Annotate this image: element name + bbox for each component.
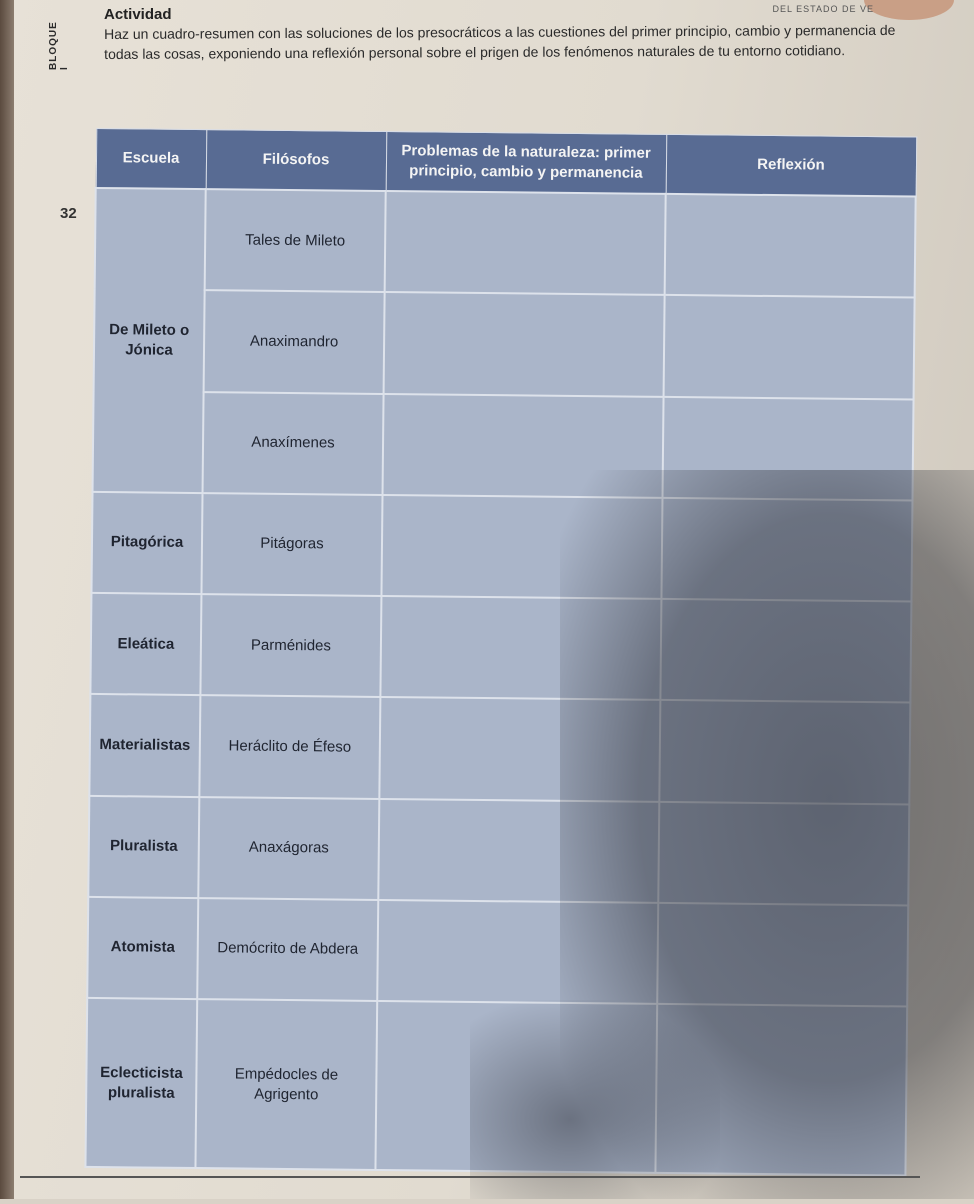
table-row <box>93 390 914 500</box>
school-cell: Materialistas <box>89 694 200 796</box>
school-cell: Atomista <box>87 897 198 999</box>
block-label: BLOQUE I <box>48 21 70 70</box>
header-problems: Problemas de la naturaleza: primer principio, cambio y permanencia <box>386 131 667 193</box>
school-cell: Eleática <box>90 593 201 695</box>
header-reflection: Reflexión <box>666 134 917 196</box>
school-cell: Pitagórica <box>91 492 202 594</box>
page-number: 32 <box>60 205 77 222</box>
activity-title: Actividad <box>104 6 172 23</box>
activity-instructions: Haz un cuadro-resumen con las soluciones de los presocráticos a las cuestiones del primer principio, cambio y permanencia de todas las cosas, exponiendo una reflexión personal sobre el prigen de los fenómenos naturales de tu entorno cotidiano. <box>104 21 896 62</box>
reflection-answer-cell[interactable] <box>664 295 915 399</box>
school-cell: Eclecticista pluralista <box>85 998 197 1168</box>
reflection-answer-cell[interactable] <box>660 599 911 703</box>
reflection-answer-cell[interactable] <box>657 903 908 1007</box>
table-row <box>85 998 907 1175</box>
problems-answer-cell[interactable] <box>385 191 666 295</box>
problems-answer-cell[interactable] <box>378 799 659 903</box>
table-row <box>88 796 909 906</box>
problems-answer-cell[interactable] <box>380 596 661 700</box>
problems-answer-cell[interactable] <box>383 394 664 498</box>
philosopher-cell: Pitágoras <box>201 493 382 596</box>
table-row <box>90 593 911 703</box>
problems-answer-cell[interactable] <box>375 1001 657 1173</box>
table-row <box>94 289 915 399</box>
header-school: Escuela <box>96 128 207 189</box>
reflection-answer-cell[interactable] <box>655 1004 907 1175</box>
philosopher-cell: Parménides <box>200 594 381 697</box>
reflection-answer-cell[interactable] <box>661 498 912 602</box>
header-row <box>96 128 917 196</box>
reflection-answer-cell[interactable] <box>659 700 910 804</box>
problems-answer-cell[interactable] <box>377 900 658 1004</box>
problems-answer-cell[interactable] <box>381 495 662 599</box>
school-cell: De Mileto o Jónica <box>93 188 206 493</box>
reflection-answer-cell[interactable] <box>665 194 916 298</box>
table-row <box>91 492 912 602</box>
table-row <box>87 897 908 1007</box>
philosopher-cell: Anaxímenes <box>203 392 384 495</box>
problems-answer-cell[interactable] <box>384 292 665 396</box>
summary-table <box>84 128 917 1177</box>
table-row <box>89 694 910 804</box>
school-cell: Pluralista <box>88 796 199 898</box>
bottom-rule <box>20 1176 920 1178</box>
philosopher-cell: Demócrito de Abdera <box>197 898 378 1001</box>
table-row <box>95 188 916 298</box>
problems-answer-cell[interactable] <box>379 697 660 801</box>
philosopher-cell: Empédocles de Agrigento <box>195 999 377 1170</box>
philosopher-cell: Heráclito de Éfeso <box>199 695 380 798</box>
philosopher-cell: Anaxágoras <box>198 797 379 900</box>
philosopher-cell: Anaximandro <box>204 290 385 393</box>
running-header: DEL ESTADO DE VE <box>772 4 874 14</box>
reflection-answer-cell[interactable] <box>658 801 909 905</box>
reflection-answer-cell[interactable] <box>663 396 914 500</box>
philosopher-cell: Tales de Mileto <box>205 189 386 292</box>
header-philosophers: Filósofos <box>206 130 387 191</box>
